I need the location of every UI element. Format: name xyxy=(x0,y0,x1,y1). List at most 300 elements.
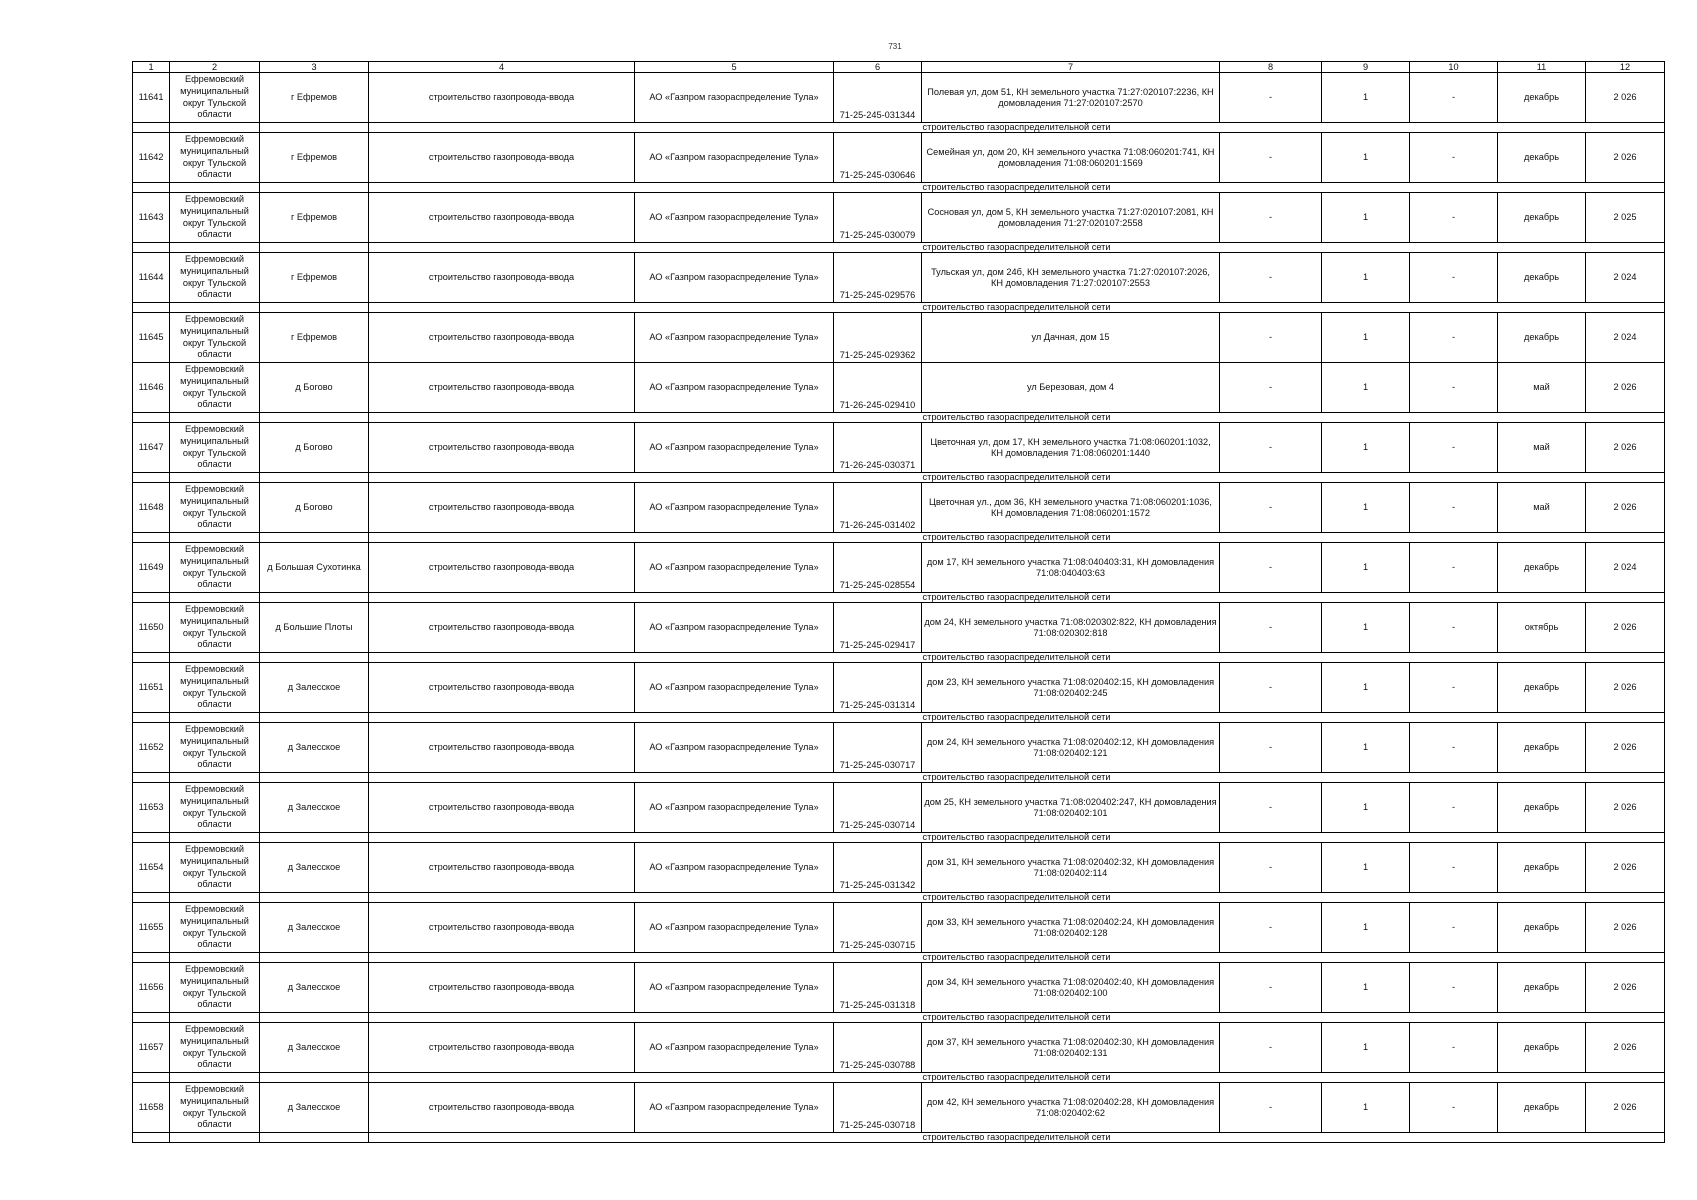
work-type-cell: строительство газопровода-ввода xyxy=(369,313,635,363)
subrow-empty-cell xyxy=(170,1013,260,1023)
column-number: 7 xyxy=(922,62,1220,73)
column-8-cell: - xyxy=(1220,313,1322,363)
year-cell: 2 024 xyxy=(1586,543,1665,593)
address-cell: дом 23, КН земельного участка 71:08:020402:15, КН домовладения 71:08:020402:245 xyxy=(922,663,1220,713)
network-construction-note: строительство газораспределительной сети xyxy=(369,123,1665,133)
organization-cell: АО «Газпром газораспределение Тула» xyxy=(635,133,834,183)
quantity-cell: 1 xyxy=(1322,1083,1410,1133)
locality-cell: д Залесское xyxy=(260,903,369,953)
subrow-empty-cell xyxy=(260,653,369,663)
network-construction-note: строительство газораспределительной сети xyxy=(369,773,1665,783)
object-code-cell: 71-25-245-030715 xyxy=(834,903,922,953)
municipality-cell: Ефремовский муниципальный округ Тульской области xyxy=(170,483,260,533)
work-type-cell: строительство газопровода-ввода xyxy=(369,543,635,593)
locality-cell: д Большая Сухотинка xyxy=(260,543,369,593)
year-cell: 2 026 xyxy=(1586,663,1665,713)
network-construction-note: строительство газораспределительной сети xyxy=(369,243,1665,253)
year-cell: 2 026 xyxy=(1586,903,1665,953)
subrow xyxy=(133,533,1665,543)
address-cell: Полевая ул, дом 51, КН земельного участка 71:27:020107:2236, КН домовладения 71:27:020107:2570 xyxy=(922,73,1220,123)
network-construction-note: строительство газораспределительной сети xyxy=(369,953,1665,963)
subrow xyxy=(133,1013,1665,1023)
subrow-empty-cell xyxy=(170,653,260,663)
column-number: 2 xyxy=(170,62,260,73)
municipality-cell: Ефремовский муниципальный округ Тульской области xyxy=(170,663,260,713)
address-cell: Сосновая ул, дом 5, КН земельного участка 71:27:020107:2081, КН домовладения 71:27:020107:2558 xyxy=(922,193,1220,243)
subrow-empty-cell xyxy=(260,893,369,903)
column-8-cell: - xyxy=(1220,903,1322,953)
address-cell: ул Дачная, дом 15 xyxy=(922,313,1220,363)
subrow-empty-cell xyxy=(260,773,369,783)
organization-cell: АО «Газпром газораспределение Тула» xyxy=(635,1023,834,1073)
column-number: 10 xyxy=(1410,62,1498,73)
subrow-empty-cell xyxy=(133,413,170,423)
row-number: 11654 xyxy=(133,843,170,893)
subrow-empty-cell xyxy=(133,953,170,963)
object-code-cell: 71-25-245-031344 xyxy=(834,73,922,123)
month-cell: декабрь xyxy=(1498,73,1586,123)
subrow-empty-cell xyxy=(133,533,170,543)
subrow xyxy=(133,653,1665,663)
address-cell: дом 17, КН земельного участка 71:08:040403:31, КН домовладения 71:08:040403:63 xyxy=(922,543,1220,593)
locality-cell: г Ефремов xyxy=(260,253,369,303)
organization-cell: АО «Газпром газораспределение Тула» xyxy=(635,543,834,593)
municipality-cell: Ефремовский муниципальный округ Тульской области xyxy=(170,723,260,773)
page-number: 731 xyxy=(888,42,902,51)
year-cell: 2 026 xyxy=(1586,603,1665,653)
object-code-cell: 71-26-245-029410 xyxy=(834,363,922,413)
column-10-cell: - xyxy=(1410,483,1498,533)
object-code-cell: 71-25-245-029362 xyxy=(834,313,922,363)
subrow-empty-cell xyxy=(170,243,260,253)
column-8-cell: - xyxy=(1220,663,1322,713)
locality-cell: д Залесское xyxy=(260,663,369,713)
month-cell: декабрь xyxy=(1498,253,1586,303)
address-cell: дом 24, КН земельного участка 71:08:020302:822, КН домовладения 71:08:020302:818 xyxy=(922,603,1220,653)
organization-cell: АО «Газпром газораспределение Тула» xyxy=(635,843,834,893)
subrow-empty-cell xyxy=(260,183,369,193)
municipality-cell: Ефремовский муниципальный округ Тульской области xyxy=(170,903,260,953)
subrow-empty-cell xyxy=(170,533,260,543)
month-cell: декабрь xyxy=(1498,313,1586,363)
row-number: 11651 xyxy=(133,663,170,713)
address-cell: Семейная ул, дом 20, КН земельного участка 71:08:060201:741, КН домовладения 71:08:060201:1569 xyxy=(922,133,1220,183)
work-type-cell: строительство газопровода-ввода xyxy=(369,603,635,653)
column-10-cell: - xyxy=(1410,903,1498,953)
subrow xyxy=(133,773,1665,783)
table-row xyxy=(133,903,1665,953)
month-cell: декабрь xyxy=(1498,903,1586,953)
row-number: 11645 xyxy=(133,313,170,363)
object-code-cell: 71-25-245-029576 xyxy=(834,253,922,303)
address-cell: Тульская ул, дом 24б, КН земельного участка 71:27:020107:2026, КН домовладения 71:27:020107:2553 xyxy=(922,253,1220,303)
row-number: 11649 xyxy=(133,543,170,593)
month-cell: май xyxy=(1498,483,1586,533)
quantity-cell: 1 xyxy=(1322,903,1410,953)
column-number: 12 xyxy=(1586,62,1665,73)
organization-cell: АО «Газпром газораспределение Тула» xyxy=(635,663,834,713)
subrow-empty-cell xyxy=(170,953,260,963)
object-code-cell: 71-25-245-030718 xyxy=(834,1083,922,1133)
month-cell: май xyxy=(1498,363,1586,413)
object-code-cell: 71-25-245-031342 xyxy=(834,843,922,893)
locality-cell: д Богово xyxy=(260,423,369,473)
table-row xyxy=(133,1023,1665,1073)
locality-cell: г Ефремов xyxy=(260,193,369,243)
table-row xyxy=(133,73,1665,123)
table-row xyxy=(133,783,1665,833)
column-number: 6 xyxy=(834,62,922,73)
subrow-empty-cell xyxy=(170,713,260,723)
month-cell: декабрь xyxy=(1498,663,1586,713)
column-number: 3 xyxy=(260,62,369,73)
subrow xyxy=(133,893,1665,903)
column-10-cell: - xyxy=(1410,313,1498,363)
subrow xyxy=(133,833,1665,843)
quantity-cell: 1 xyxy=(1322,193,1410,243)
work-type-cell: строительство газопровода-ввода xyxy=(369,133,635,183)
object-code-cell: 71-25-245-030788 xyxy=(834,1023,922,1073)
year-cell: 2 025 xyxy=(1586,193,1665,243)
subrow-empty-cell xyxy=(260,413,369,423)
subrow-empty-cell xyxy=(260,1073,369,1083)
object-code-cell: 71-25-245-031318 xyxy=(834,963,922,1013)
network-construction-note: строительство газораспределительной сети xyxy=(369,183,1665,193)
quantity-cell: 1 xyxy=(1322,843,1410,893)
subrow-empty-cell xyxy=(133,893,170,903)
subrow xyxy=(133,1133,1665,1143)
year-cell: 2 026 xyxy=(1586,483,1665,533)
month-cell: декабрь xyxy=(1498,133,1586,183)
work-type-cell: строительство газопровода-ввода xyxy=(369,193,635,243)
municipality-cell: Ефремовский муниципальный округ Тульской области xyxy=(170,843,260,893)
work-type-cell: строительство газопровода-ввода xyxy=(369,363,635,413)
year-cell: 2 026 xyxy=(1586,723,1665,773)
quantity-cell: 1 xyxy=(1322,783,1410,833)
work-type-cell: строительство газопровода-ввода xyxy=(369,723,635,773)
column-number: 5 xyxy=(635,62,834,73)
work-type-cell: строительство газопровода-ввода xyxy=(369,423,635,473)
object-code-cell: 71-25-245-030079 xyxy=(834,193,922,243)
year-cell: 2 026 xyxy=(1586,73,1665,123)
row-number: 11658 xyxy=(133,1083,170,1133)
quantity-cell: 1 xyxy=(1322,663,1410,713)
column-8-cell: - xyxy=(1220,843,1322,893)
organization-cell: АО «Газпром газораспределение Тула» xyxy=(635,603,834,653)
column-10-cell: - xyxy=(1410,1083,1498,1133)
subrow-empty-cell xyxy=(260,713,369,723)
table-row xyxy=(133,723,1665,773)
column-10-cell: - xyxy=(1410,423,1498,473)
month-cell: декабрь xyxy=(1498,1023,1586,1073)
subrow-empty-cell xyxy=(170,183,260,193)
subrow-empty-cell xyxy=(133,773,170,783)
subrow-empty-cell xyxy=(170,1133,260,1143)
address-cell: дом 42, КН земельного участка 71:08:020402:28, КН домовладения 71:08:020402:62 xyxy=(922,1083,1220,1133)
subrow-empty-cell xyxy=(260,303,369,313)
subrow-empty-cell xyxy=(133,653,170,663)
subrow xyxy=(133,593,1665,603)
column-10-cell: - xyxy=(1410,363,1498,413)
month-cell: май xyxy=(1498,423,1586,473)
network-construction-note: строительство газораспределительной сети xyxy=(369,1073,1665,1083)
year-cell: 2 026 xyxy=(1586,363,1665,413)
row-number: 11648 xyxy=(133,483,170,533)
column-8-cell: - xyxy=(1220,73,1322,123)
column-number: 11 xyxy=(1498,62,1586,73)
column-10-cell: - xyxy=(1410,193,1498,243)
column-number: 4 xyxy=(369,62,635,73)
quantity-cell: 1 xyxy=(1322,963,1410,1013)
address-cell: дом 33, КН земельного участка 71:08:020402:24, КН домовладения 71:08:020402:128 xyxy=(922,903,1220,953)
subrow-empty-cell xyxy=(170,773,260,783)
year-cell: 2 026 xyxy=(1586,963,1665,1013)
address-cell: дом 24, КН земельного участка 71:08:020402:12, КН домовладения 71:08:020402:121 xyxy=(922,723,1220,773)
subrow-empty-cell xyxy=(170,893,260,903)
organization-cell: АО «Газпром газораспределение Тула» xyxy=(635,73,834,123)
address-cell: дом 37, КН земельного участка 71:08:020402:30, КН домовладения 71:08:020402:131 xyxy=(922,1023,1220,1073)
month-cell: декабрь xyxy=(1498,543,1586,593)
month-cell: декабрь xyxy=(1498,1083,1586,1133)
subrow-empty-cell xyxy=(133,183,170,193)
locality-cell: д Залесское xyxy=(260,783,369,833)
table-row xyxy=(133,423,1665,473)
column-10-cell: - xyxy=(1410,843,1498,893)
network-construction-note: строительство газораспределительной сети xyxy=(369,1133,1665,1143)
object-code-cell: 71-25-245-030646 xyxy=(834,133,922,183)
table-row xyxy=(133,543,1665,593)
network-construction-note: строительство газораспределительной сети xyxy=(369,473,1665,483)
year-cell: 2 024 xyxy=(1586,313,1665,363)
municipality-cell: Ефремовский муниципальный округ Тульской области xyxy=(170,363,260,413)
quantity-cell: 1 xyxy=(1322,543,1410,593)
year-cell: 2 026 xyxy=(1586,843,1665,893)
quantity-cell: 1 xyxy=(1322,423,1410,473)
row-number: 11647 xyxy=(133,423,170,473)
subrow xyxy=(133,123,1665,133)
organization-cell: АО «Газпром газораспределение Тула» xyxy=(635,193,834,243)
row-number: 11650 xyxy=(133,603,170,653)
object-code-cell: 71-25-245-028554 xyxy=(834,543,922,593)
organization-cell: АО «Газпром газораспределение Тула» xyxy=(635,363,834,413)
organization-cell: АО «Газпром газораспределение Тула» xyxy=(635,253,834,303)
network-construction-note: строительство газораспределительной сети xyxy=(369,893,1665,903)
subrow xyxy=(133,183,1665,193)
locality-cell: д Залесское xyxy=(260,1023,369,1073)
subrow-empty-cell xyxy=(133,833,170,843)
subrow-empty-cell xyxy=(260,953,369,963)
network-construction-note: строительство газораспределительной сети xyxy=(369,653,1665,663)
subrow-empty-cell xyxy=(260,1013,369,1023)
work-type-cell: строительство газопровода-ввода xyxy=(369,963,635,1013)
organization-cell: АО «Газпром газораспределение Тула» xyxy=(635,963,834,1013)
column-8-cell: - xyxy=(1220,363,1322,413)
month-cell: октябрь xyxy=(1498,603,1586,653)
organization-cell: АО «Газпром газораспределение Тула» xyxy=(635,903,834,953)
column-8-cell: - xyxy=(1220,543,1322,593)
quantity-cell: 1 xyxy=(1322,483,1410,533)
row-number: 11644 xyxy=(133,253,170,303)
organization-cell: АО «Газпром газораспределение Тула» xyxy=(635,313,834,363)
address-cell: ул Березовая, дом 4 xyxy=(922,363,1220,413)
row-number: 11641 xyxy=(133,73,170,123)
subrow-empty-cell xyxy=(170,1073,260,1083)
address-cell: дом 34, КН земельного участка 71:08:020402:40, КН домовладения 71:08:020402:100 xyxy=(922,963,1220,1013)
locality-cell: д Залесское xyxy=(260,1083,369,1133)
network-construction-note: строительство газораспределительной сети xyxy=(369,303,1665,313)
subrow-empty-cell xyxy=(170,123,260,133)
work-type-cell: строительство газопровода-ввода xyxy=(369,483,635,533)
quantity-cell: 1 xyxy=(1322,363,1410,413)
organization-cell: АО «Газпром газораспределение Тула» xyxy=(635,723,834,773)
network-construction-note: строительство газораспределительной сети xyxy=(369,413,1665,423)
network-construction-note: строительство газораспределительной сети xyxy=(369,713,1665,723)
month-cell: декабрь xyxy=(1498,783,1586,833)
column-8-cell: - xyxy=(1220,1023,1322,1073)
row-number: 11656 xyxy=(133,963,170,1013)
subrow-empty-cell xyxy=(260,1133,369,1143)
subrow-empty-cell xyxy=(133,593,170,603)
column-8-cell: - xyxy=(1220,963,1322,1013)
table-row xyxy=(133,603,1665,653)
subrow xyxy=(133,473,1665,483)
municipality-cell: Ефремовский муниципальный округ Тульской области xyxy=(170,543,260,593)
organization-cell: АО «Газпром газораспределение Тула» xyxy=(635,783,834,833)
subrow-empty-cell xyxy=(260,593,369,603)
locality-cell: д Богово xyxy=(260,483,369,533)
municipality-cell: Ефремовский муниципальный округ Тульской области xyxy=(170,193,260,243)
column-10-cell: - xyxy=(1410,133,1498,183)
subrow xyxy=(133,713,1665,723)
work-type-cell: строительство газопровода-ввода xyxy=(369,1083,635,1133)
subrow xyxy=(133,303,1665,313)
work-type-cell: строительство газопровода-ввода xyxy=(369,843,635,893)
quantity-cell: 1 xyxy=(1322,723,1410,773)
column-8-cell: - xyxy=(1220,423,1322,473)
quantity-cell: 1 xyxy=(1322,1023,1410,1073)
quantity-cell: 1 xyxy=(1322,73,1410,123)
municipality-cell: Ефремовский муниципальный округ Тульской области xyxy=(170,783,260,833)
column-number: 9 xyxy=(1322,62,1410,73)
month-cell: декабрь xyxy=(1498,843,1586,893)
work-type-cell: строительство газопровода-ввода xyxy=(369,1023,635,1073)
subrow-empty-cell xyxy=(170,413,260,423)
subrow-empty-cell xyxy=(260,243,369,253)
address-cell: Цветочная ул., дом 36, КН земельного участка 71:08:060201:1036, КН домовладения 71:08:060201:1572 xyxy=(922,483,1220,533)
locality-cell: г Ефремов xyxy=(260,313,369,363)
subrow-empty-cell xyxy=(260,473,369,483)
municipality-cell: Ефремовский муниципальный округ Тульской области xyxy=(170,73,260,123)
subrow-empty-cell xyxy=(133,713,170,723)
municipality-cell: Ефремовский муниципальный округ Тульской области xyxy=(170,603,260,653)
object-code-cell: 71-25-245-030714 xyxy=(834,783,922,833)
column-8-cell: - xyxy=(1220,253,1322,303)
locality-cell: д Залесское xyxy=(260,963,369,1013)
row-number: 11646 xyxy=(133,363,170,413)
municipality-cell: Ефремовский муниципальный округ Тульской области xyxy=(170,1023,260,1073)
quantity-cell: 1 xyxy=(1322,133,1410,183)
subrow-empty-cell xyxy=(170,593,260,603)
table-row xyxy=(133,313,1665,363)
municipality-cell: Ефремовский муниципальный округ Тульской области xyxy=(170,1083,260,1133)
organization-cell: АО «Газпром газораспределение Тула» xyxy=(635,483,834,533)
column-number-row xyxy=(133,62,1665,73)
municipality-cell: Ефремовский муниципальный округ Тульской области xyxy=(170,963,260,1013)
column-8-cell: - xyxy=(1220,133,1322,183)
subrow xyxy=(133,413,1665,423)
year-cell: 2 026 xyxy=(1586,423,1665,473)
table-row xyxy=(133,133,1665,183)
row-number: 11642 xyxy=(133,133,170,183)
table-row xyxy=(133,963,1665,1013)
year-cell: 2 026 xyxy=(1586,133,1665,183)
column-number: 8 xyxy=(1220,62,1322,73)
column-8-cell: - xyxy=(1220,483,1322,533)
locality-cell: г Ефремов xyxy=(260,73,369,123)
column-8-cell: - xyxy=(1220,193,1322,243)
column-number: 1 xyxy=(133,62,170,73)
table-row xyxy=(133,483,1665,533)
column-8-cell: - xyxy=(1220,603,1322,653)
network-construction-note: строительство газораспределительной сети xyxy=(369,533,1665,543)
table-row xyxy=(133,663,1665,713)
subrow xyxy=(133,243,1665,253)
municipality-cell: Ефремовский муниципальный округ Тульской области xyxy=(170,423,260,473)
object-code-cell: 71-25-245-030717 xyxy=(834,723,922,773)
subrow-empty-cell xyxy=(133,1013,170,1023)
column-10-cell: - xyxy=(1410,543,1498,593)
table-row xyxy=(133,363,1665,413)
year-cell: 2 026 xyxy=(1586,1023,1665,1073)
work-type-cell: строительство газопровода-ввода xyxy=(369,903,635,953)
row-number: 11655 xyxy=(133,903,170,953)
table-row xyxy=(133,193,1665,243)
year-cell: 2 024 xyxy=(1586,253,1665,303)
municipality-cell: Ефремовский муниципальный округ Тульской области xyxy=(170,253,260,303)
object-code-cell: 71-25-245-031314 xyxy=(834,663,922,713)
column-10-cell: - xyxy=(1410,963,1498,1013)
column-10-cell: - xyxy=(1410,783,1498,833)
row-number: 11652 xyxy=(133,723,170,773)
row-number: 11643 xyxy=(133,193,170,243)
column-8-cell: - xyxy=(1220,1083,1322,1133)
subrow xyxy=(133,1073,1665,1083)
table-row xyxy=(133,1083,1665,1133)
object-code-cell: 71-25-245-029417 xyxy=(834,603,922,653)
subrow-empty-cell xyxy=(133,303,170,313)
work-type-cell: строительство газопровода-ввода xyxy=(369,783,635,833)
column-8-cell: - xyxy=(1220,723,1322,773)
object-code-cell: 71-26-245-031402 xyxy=(834,483,922,533)
column-10-cell: - xyxy=(1410,663,1498,713)
row-number: 11653 xyxy=(133,783,170,833)
year-cell: 2 026 xyxy=(1586,1083,1665,1133)
work-type-cell: строительство газопровода-ввода xyxy=(369,253,635,303)
network-construction-note: строительство газораспределительной сети xyxy=(369,833,1665,843)
subrow-empty-cell xyxy=(133,1073,170,1083)
locality-cell: д Залесское xyxy=(260,723,369,773)
column-10-cell: - xyxy=(1410,73,1498,123)
locality-cell: д Залесское xyxy=(260,843,369,893)
month-cell: декабрь xyxy=(1498,963,1586,1013)
locality-cell: д Большие Плоты xyxy=(260,603,369,653)
year-cell: 2 026 xyxy=(1586,783,1665,833)
table-row xyxy=(133,253,1665,303)
month-cell: декабрь xyxy=(1498,193,1586,243)
locality-cell: д Богово xyxy=(260,363,369,413)
subrow-empty-cell xyxy=(260,123,369,133)
address-cell: Цветочная ул, дом 17, КН земельного участка 71:08:060201:1032, КН домовладения 71:08:060201:1440 xyxy=(922,423,1220,473)
